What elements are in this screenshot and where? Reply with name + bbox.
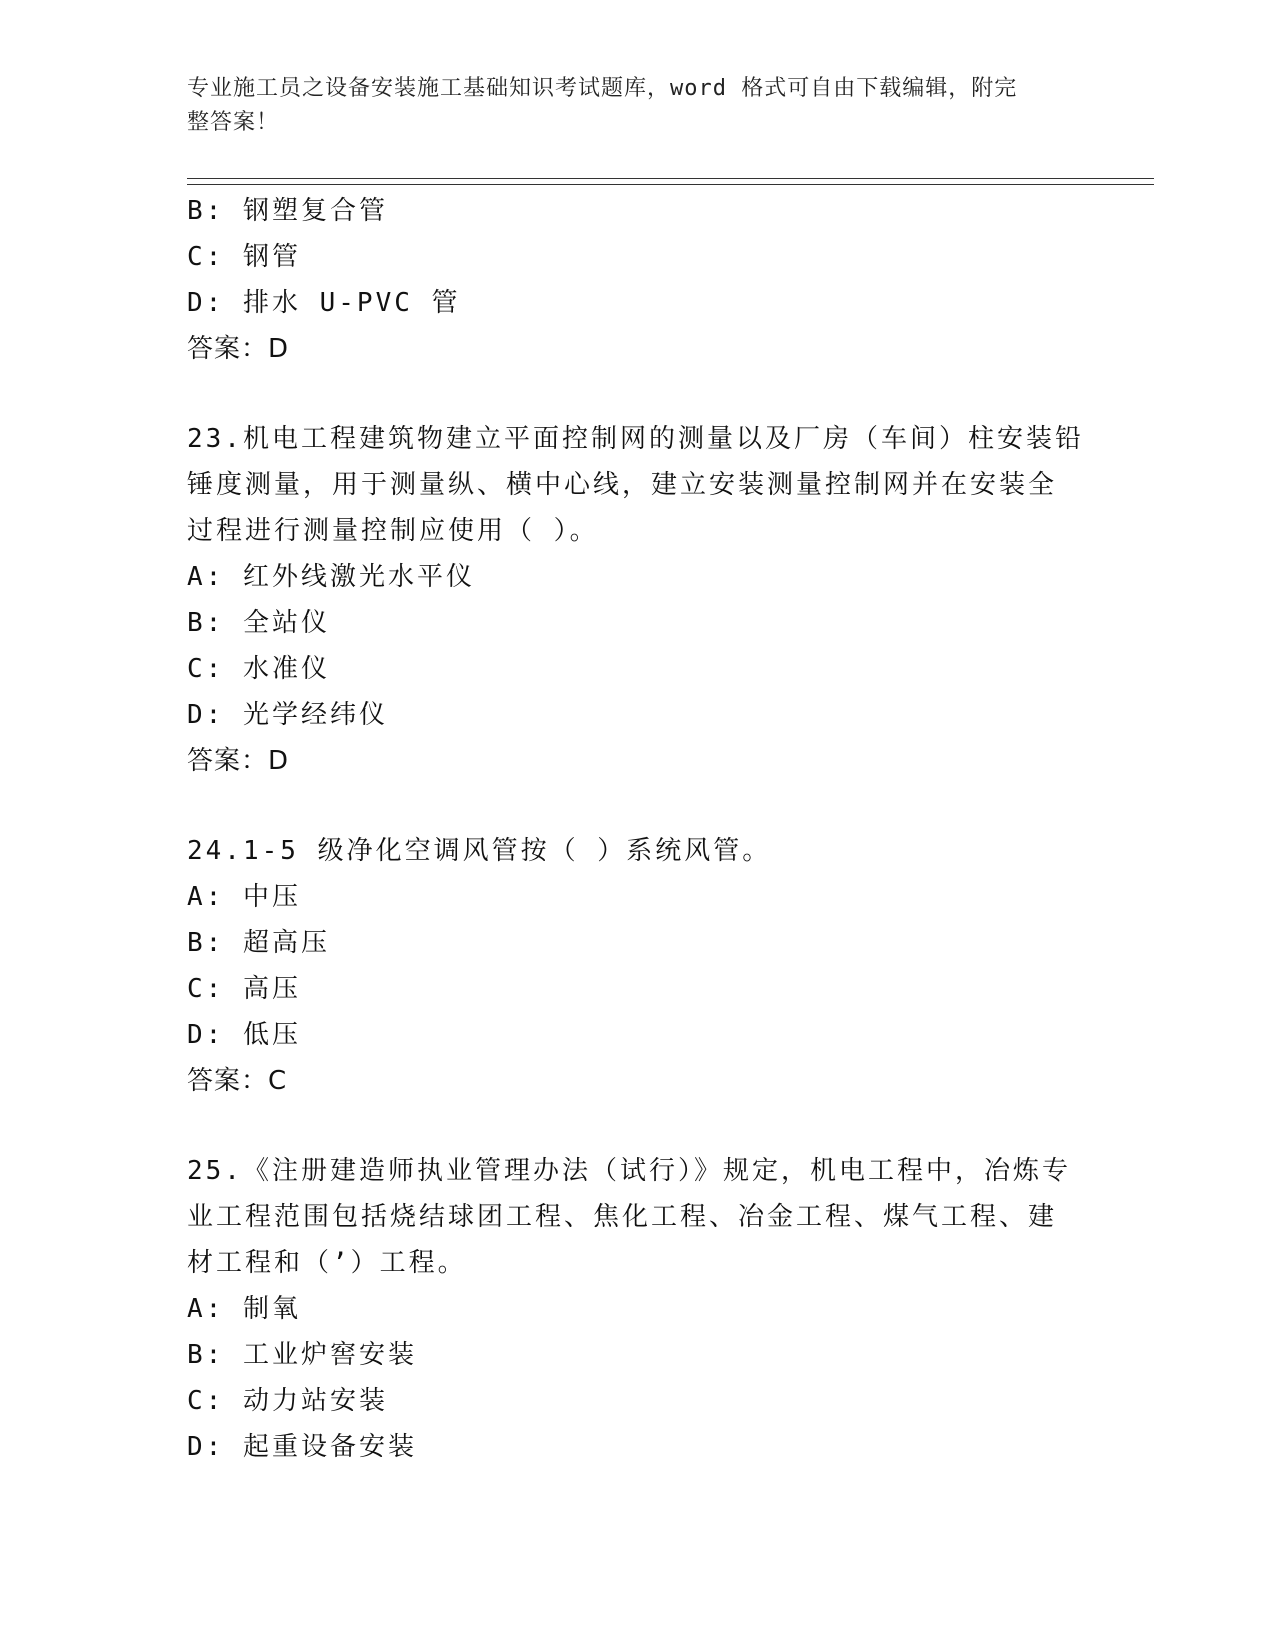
option-b: B: 工业炉窖安装 — [187, 1340, 417, 1370]
option-a: A: 红外线激光水平仪 — [187, 562, 475, 592]
option-b: B: 钢塑复合管 — [187, 196, 388, 226]
option-b: B: 全站仪 — [187, 608, 330, 638]
option-c: C: 钢管 — [187, 242, 301, 272]
spacer — [187, 1104, 1087, 1148]
question-text-line: 材工程和（’）工程。 — [187, 1248, 467, 1278]
question-text-line: 过程进行测量控制应使用（ ）。 — [187, 516, 599, 546]
option-c: C: 水准仪 — [187, 654, 330, 684]
question-23 — [187, 416, 1087, 784]
question-list — [187, 188, 1087, 1470]
header-line-1: 专业施工员之设备安装施工基础知识考试题库，word 格式可自由下载编辑，附完 — [187, 76, 1018, 101]
question-22-tail — [187, 188, 1087, 372]
option-d: D: 低压 — [187, 1020, 301, 1050]
option-c: C: 高压 — [187, 974, 301, 1004]
question-text-line: 24.1-5 级净化空调风管按（ ）系统风管。 — [187, 836, 772, 866]
option-c: C: 动力站安装 — [187, 1386, 388, 1416]
question-text-line: 23.机电工程建筑物建立平面控制网的测量以及厂房（车间）柱安装铅 — [187, 424, 1084, 454]
option-a: A: 中压 — [187, 882, 301, 912]
question-24 — [187, 828, 1087, 1104]
question-text-line: 锤度测量，用于测量纵、横中心线，建立安装测量控制网并在安装全 — [187, 470, 1058, 500]
question-25 — [187, 1148, 1087, 1470]
spacer — [187, 784, 1087, 828]
page-header — [187, 72, 1067, 140]
option-d: D: 光学经纬仪 — [187, 700, 388, 730]
option-d: D: 起重设备安装 — [187, 1432, 417, 1462]
answer-line: 答案：D — [187, 746, 290, 776]
option-a: A: 制氧 — [187, 1294, 301, 1324]
answer-line: 答案：C — [187, 1066, 288, 1096]
spacer — [187, 372, 1087, 416]
header-line-2: 整答案！ — [187, 110, 280, 135]
answer-line: 答案：D — [187, 334, 290, 364]
option-d: D: 排水 U-PVC 管 — [187, 288, 461, 318]
header-double-rule — [187, 178, 1154, 185]
question-text-line: 25.《注册建造师执业管理办法（试行）》规定，机电工程中，冶炼专 — [187, 1156, 1071, 1186]
option-b: B: 超高压 — [187, 928, 330, 958]
question-text-line: 业工程范围包括烧结球团工程、焦化工程、冶金工程、煤气工程、建 — [187, 1202, 1058, 1232]
